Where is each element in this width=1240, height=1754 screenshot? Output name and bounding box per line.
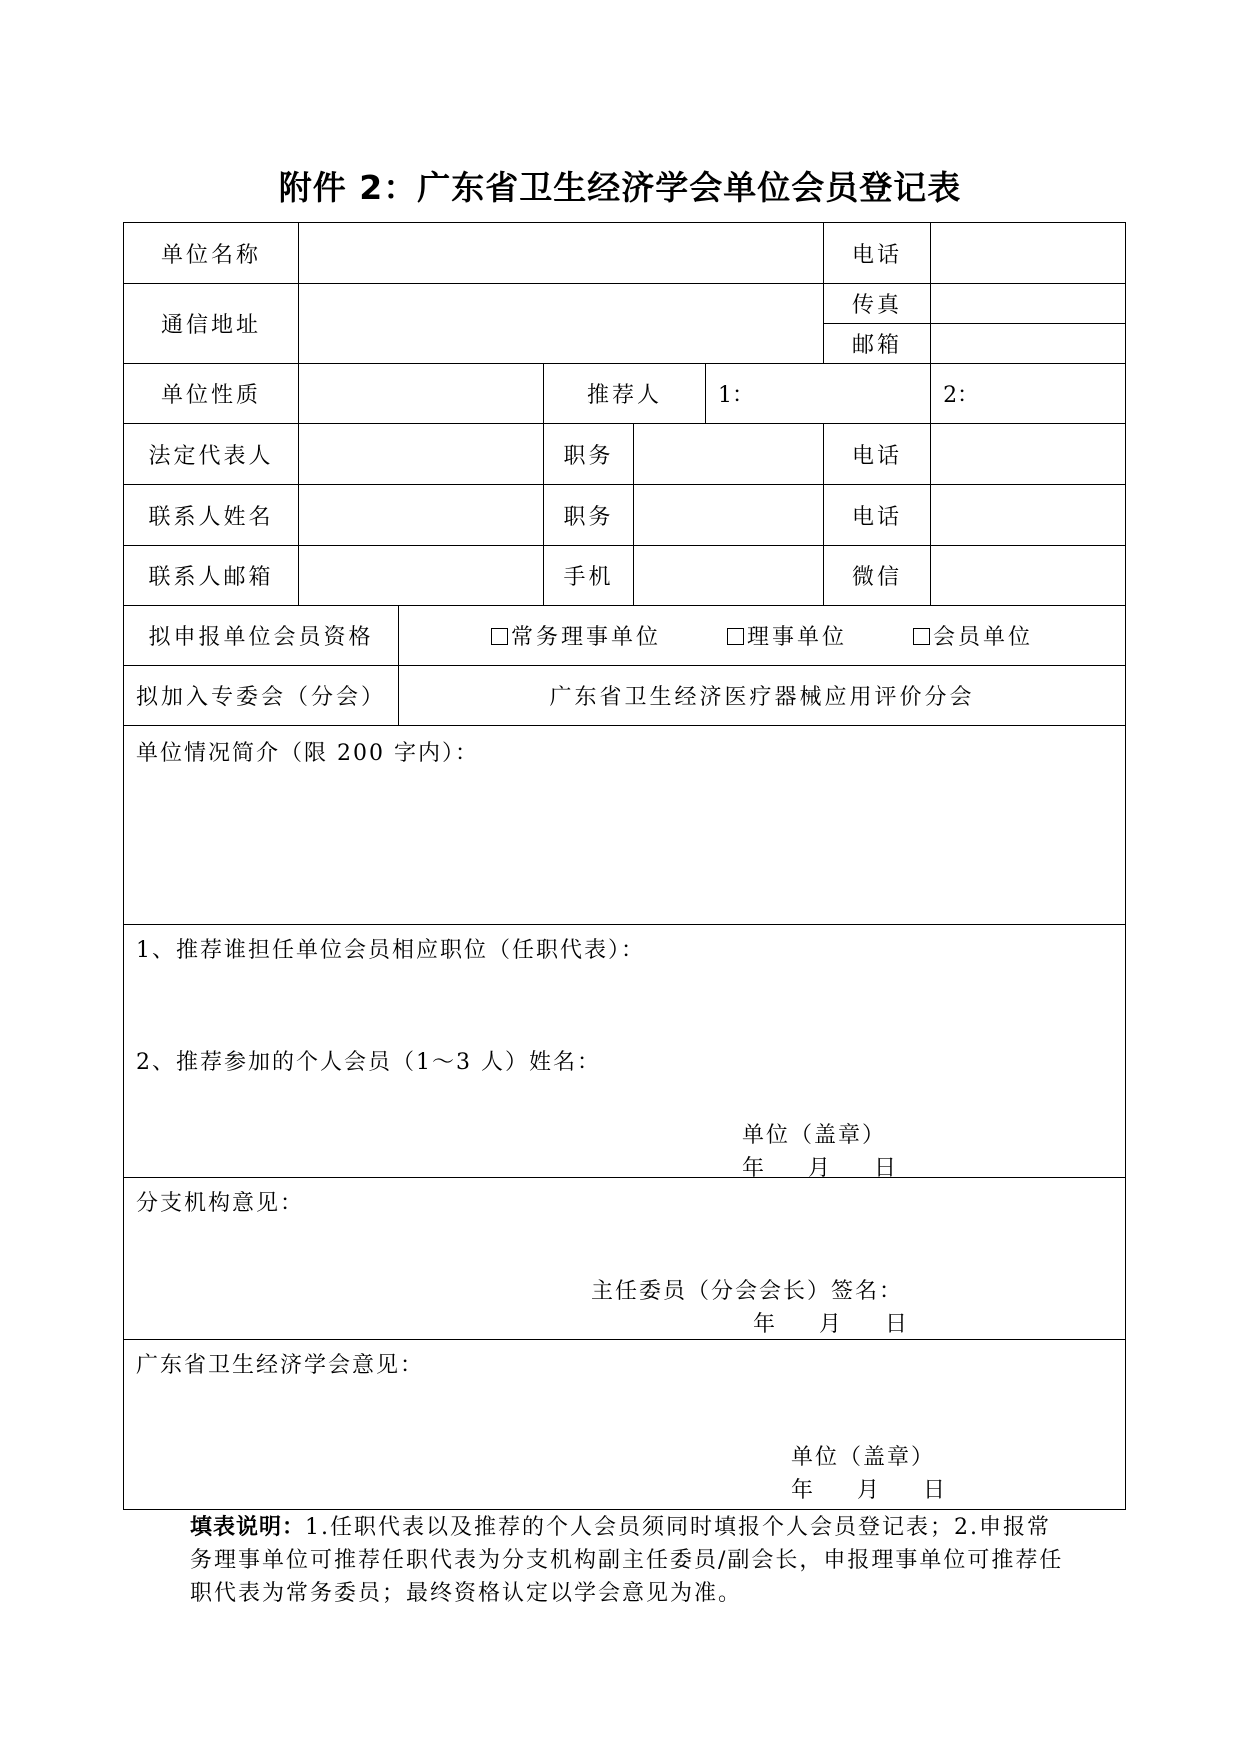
contact-email-label: 联系人邮箱 xyxy=(124,546,299,606)
phone-label: 电话 xyxy=(824,223,931,284)
option-standing-director[interactable]: 常务理事单位 xyxy=(491,625,661,650)
society-opinion-block[interactable] xyxy=(124,1340,1126,1510)
intro-label: 单位情况简介（限 200 字内）： xyxy=(136,741,479,766)
intro-field[interactable] xyxy=(124,726,1126,925)
society-stamp: 单位（盖章） xyxy=(791,1445,936,1470)
branch-label: 分支机构意见： xyxy=(136,1191,305,1216)
unit-nature-field[interactable] xyxy=(299,364,544,424)
branch-date: 年 月 日 xyxy=(753,1312,908,1337)
recommend-q1: 1、推荐谁担任单位会员相应职位（任职代表）： xyxy=(136,938,645,963)
recommend-block[interactable] xyxy=(124,925,1126,1181)
email-label: 邮箱 xyxy=(824,324,931,364)
recommender-1-field[interactable]: 1： xyxy=(706,364,931,424)
recommend-q2: 2、推荐参加的个人会员（1～3 人）姓名： xyxy=(136,1050,601,1075)
mobile-label: 手机 xyxy=(544,546,634,606)
contact-phone-label: 电话 xyxy=(824,485,931,546)
qualification-options xyxy=(399,606,1126,666)
address-field[interactable] xyxy=(299,284,824,364)
phone-field[interactable] xyxy=(931,223,1126,284)
contact-name-field[interactable] xyxy=(299,485,544,546)
recommend-date: 年 月 日 xyxy=(742,1156,897,1181)
society-label: 广东省卫生经济学会意见： xyxy=(136,1353,425,1378)
society-date: 年 月 日 xyxy=(791,1478,946,1503)
contact-email-field[interactable] xyxy=(299,546,544,606)
address-label: 通信地址 xyxy=(124,284,299,364)
option-member[interactable]: 会员单位 xyxy=(913,625,1033,650)
branch-opinion-block[interactable] xyxy=(124,1178,1126,1340)
fax-field[interactable] xyxy=(931,284,1126,324)
legal-rep-position-label: 职务 xyxy=(544,424,634,485)
contact-position-label: 职务 xyxy=(544,485,634,546)
legal-rep-label: 法定代表人 xyxy=(124,424,299,485)
recommend-stamp: 单位（盖章） xyxy=(742,1123,887,1148)
checkbox-icon[interactable] xyxy=(913,628,930,645)
email-field[interactable] xyxy=(931,324,1126,364)
fill-instructions xyxy=(190,1511,1070,1610)
option-director[interactable]: 理事单位 xyxy=(727,625,847,650)
legal-rep-position-field[interactable] xyxy=(634,424,824,485)
wechat-field[interactable] xyxy=(931,546,1126,606)
checkbox-icon[interactable] xyxy=(727,628,744,645)
registration-form xyxy=(123,222,1126,1510)
mobile-field[interactable] xyxy=(634,546,824,606)
note-text: 1.任职代表以及推荐的个人会员须同时填报个人会员登记表；2.申报常务理事单位可推荐任职代表为分支机构副主任委员/副会长，申报理事单位可推荐任职代表为常务委员；最终资格认定以学会意见为准。 xyxy=(190,1515,1064,1606)
contact-position-field[interactable] xyxy=(634,485,824,546)
fax-label: 传真 xyxy=(824,284,931,324)
unit-name-label: 单位名称 xyxy=(124,223,299,284)
branch-sign: 主任委员（分会会长）签名： xyxy=(591,1279,904,1304)
contact-phone-field[interactable] xyxy=(931,485,1126,546)
join-committee-value: 广东省卫生经济医疗器械应用评价分会 xyxy=(399,666,1126,726)
wechat-label: 微信 xyxy=(824,546,931,606)
unit-nature-label: 单位性质 xyxy=(124,364,299,424)
checkbox-icon[interactable] xyxy=(491,628,508,645)
contact-name-label: 联系人姓名 xyxy=(124,485,299,546)
apply-qualification-label: 拟申报单位会员资格 xyxy=(124,606,399,666)
legal-rep-phone-label: 电话 xyxy=(824,424,931,485)
join-committee-label: 拟加入专委会（分会） xyxy=(124,666,399,726)
recommender-label: 推荐人 xyxy=(544,364,706,424)
unit-name-field[interactable] xyxy=(299,223,824,284)
note-label: 填表说明： xyxy=(190,1515,306,1540)
page-title: 附件 2：广东省卫生经济学会单位会员登记表 xyxy=(278,168,962,207)
legal-rep-phone-field[interactable] xyxy=(931,424,1126,485)
legal-rep-field[interactable] xyxy=(299,424,544,485)
recommender-2-field[interactable]: 2： xyxy=(931,364,1126,424)
